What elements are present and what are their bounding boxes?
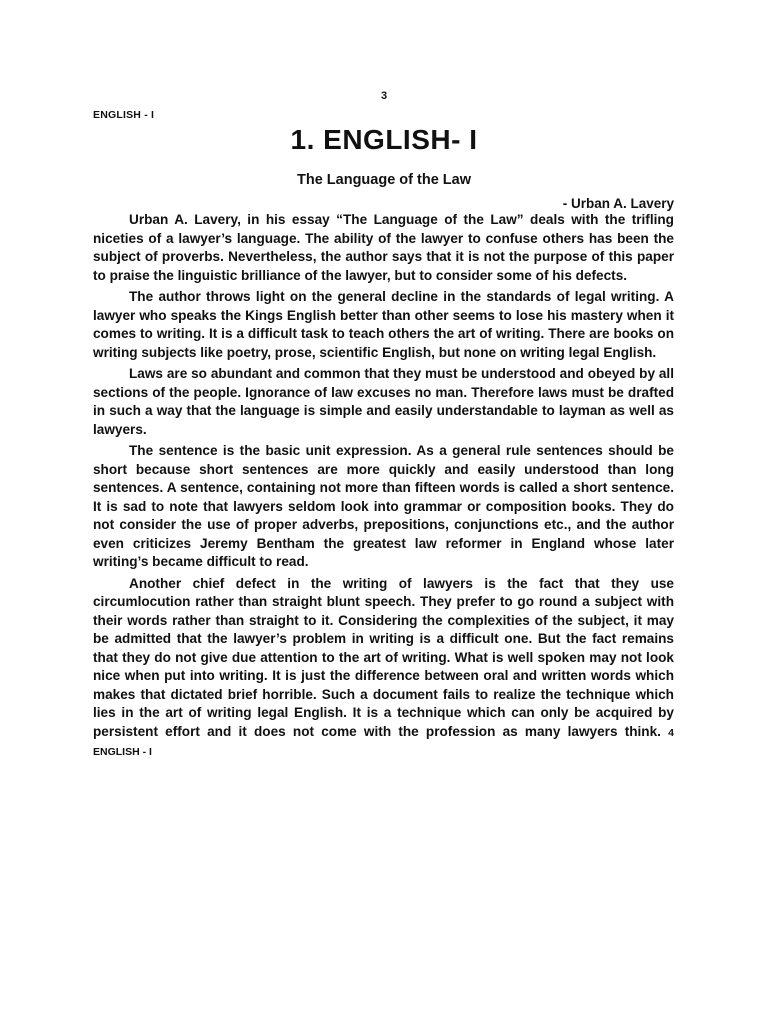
paragraph-laws: Laws are so abundant and common that they must be understood and obeyed by all sections of the people. Ignorance of law excuses no man. Therefore laws must be drafted in such a way that the language is simple and easily understandable to layman as well as lawyers. bbox=[93, 366, 674, 437]
chapter-title: 1. ENGLISH- I bbox=[290, 124, 478, 155]
paragraph-decline: The author throws light on the general decline in the standards of legal writing. A lawyer who speaks the Kings English better than other seems to lose his mastery when it comes to writing. It is a difficult task to teach others the art of writing. There are books on writing subjects like poetry, prose, scientific English, but none on writing legal English. bbox=[93, 289, 674, 360]
page-number: 3 bbox=[380, 90, 388, 102]
paragraph-sentence: The sentence is the basic unit expression. As a general rule sentences should be short because short sentences are more quickly and easily understood than long sentences. A sentence, containing not more than fifteen words is called a short sentence. It is sad to note that lawyers seldom look into grammar or composition books. They do not consider the use of proper adverbs, prepositions, conjunctions etc., and the author even criticizes Jeremy Bentham the greatest law reformer in England whose later writing’s became difficult to read. bbox=[93, 443, 674, 569]
inline-running-footer: 4 ENGLISH - I bbox=[93, 726, 674, 758]
paragraph-defect bbox=[93, 575, 674, 762]
paragraph-intro: Urban A. Lavery, in his essay “The Language of the Law” deals with the trifling niceties of a lawyer’s language. The ability of the lawyer to confuse others has been the subject of proverbs. Nevertheless, the author says that it is not the purpose of this paper to praise the linguistic brilliance of the lawyer, but to consider some of his defects. bbox=[93, 212, 674, 283]
paragraph-defect-text: Another chief defect in the writing of lawyers is the fact that they use circumlocution rather than straight blunt speech. They prefer to go round a subject with their words rather than straight to it. Considering the complexities of the subject, it may be admitted that the lawyer’s problem in writing is a difficult one. But the fact remains that they do not give due attention to the art of writing. What is well spoken may not look nice when put into writing. It is just the difference between oral and written words which makes that dictated brief horrible. Such a document fails to realize the technique which lies in the art of writing legal English. It is a technique which can only be acquired by persistent effort and it does not come with the profession as many lawyers think. bbox=[93, 575, 674, 739]
body-text bbox=[93, 211, 674, 765]
essay-title: The Language of the Law bbox=[296, 172, 471, 188]
running-header: ENGLISH - I bbox=[93, 109, 155, 121]
author-attribution: - Urban A. Lavery bbox=[562, 196, 674, 211]
